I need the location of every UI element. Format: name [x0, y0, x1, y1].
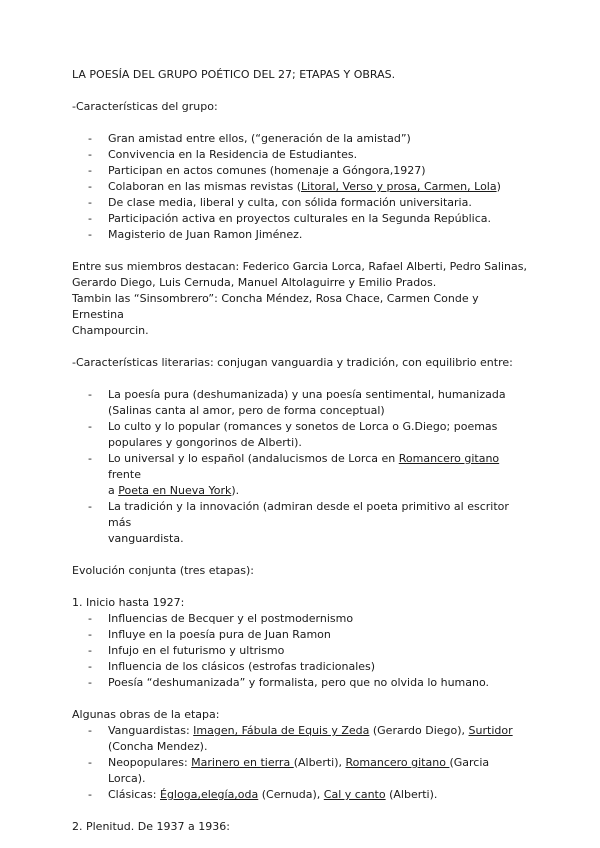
list-item: - Influencia de los clásicos (estrofas tradicionales) — [72, 659, 528, 675]
work-title: Romancero gitano — [398, 452, 500, 465]
evolution-heading: Evolución conjunta (tres etapas): — [72, 564, 254, 577]
list-item: - Gran amistad entre ellos, (“generación de la amistad”) — [72, 131, 528, 147]
list-item-text: Neopopulares: — [108, 756, 192, 769]
list-item — [72, 179, 528, 195]
work-title: Surtidor — [468, 724, 513, 737]
list-item — [72, 419, 528, 451]
list-item-text: Lo culto y lo popular (romances y sonetos de Lorca o G.Diego; poemas — [108, 420, 498, 433]
members-paragraph — [72, 259, 528, 339]
list-item: - Influye en la poesía pura de Juan Ramon — [72, 627, 528, 643]
list-item — [72, 755, 528, 787]
list-item-text: frente — [108, 468, 141, 481]
list-item-text: Lo universal y lo español (andalucismos de Lorca en — [108, 452, 399, 465]
stage1-list — [72, 611, 528, 691]
list-item-text: (Gerardo Diego), — [369, 724, 469, 737]
work-title: Marinero en tierra — [191, 756, 294, 769]
list-item-text: a — [108, 484, 119, 497]
list-item-text: (Concha Mendez). — [108, 740, 208, 753]
list-item: - Magisterio de Juan Ramon Jiménez. — [72, 227, 528, 243]
group-characteristics-heading: -Características del grupo: — [72, 100, 218, 113]
stage2-heading: 2. Plenitud. De 1937 a 1936: — [72, 820, 230, 833]
list-item-text: vanguardista. — [108, 532, 184, 545]
list-item-text: Vanguardistas: — [108, 724, 194, 737]
members-line: Champourcin. — [72, 324, 149, 337]
list-item — [72, 499, 528, 547]
list-item: - Convivencia en la Residencia de Estudiantes. — [72, 147, 528, 163]
list-item: - Participación activa en proyectos culturales en la Segunda República. — [72, 211, 528, 227]
list-item — [72, 723, 528, 755]
list-item-text: (Alberti), — [293, 756, 346, 769]
list-item: - Infujo en el futurismo y ultrismo — [72, 643, 528, 659]
work-title: Égloga,elegía,oda — [160, 788, 259, 801]
work-title: Romancero gitano — [345, 756, 450, 769]
literary-characteristics-heading: -Características literarias: conjugan vanguardia y tradición, con equilibrio entre: — [72, 356, 513, 369]
list-item: - Participan en actos comunes (homenaje a Góngora,1927) — [72, 163, 528, 179]
document-title: LA POESÍA DEL GRUPO POÉTICO DEL 27; ETAPAS Y OBRAS. — [72, 68, 396, 81]
list-item-text: (Alberti). — [385, 788, 438, 801]
members-line: Entre sus miembros destacan: Federico Garcia Lorca, Rafael Alberti, Pedro Salinas, — [72, 260, 527, 273]
list-item-text: (Salinas canta al amor, pero de forma conceptual) — [108, 404, 385, 417]
members-line: Gerardo Diego, Luis Cernuda, Manuel Altolaguirre y Emilio Prados. — [72, 276, 437, 289]
list-item — [72, 387, 528, 419]
list-item: - De clase media, liberal y culta, con sólida formación universitaria. — [72, 195, 528, 211]
group-characteristics-list — [72, 131, 528, 243]
list-item: - Poesía “deshumanizada” y formalista, pero que no olvida lo humano. — [72, 675, 528, 691]
work-title: Poeta en Nueva York — [118, 484, 232, 497]
list-item-text: La poesía pura (deshumanizada) y una poesía sentimental, humanizada — [108, 388, 506, 401]
list-item-text: La tradición y la innovación (admiran desde el poeta primitivo al escritor más — [108, 500, 509, 529]
members-line: Tambin las “Sinsombrero”: Concha Méndez, Rosa Chace, Carmen Conde y Ernestina — [72, 292, 479, 321]
list-item-text: (Garcia Lorca). — [108, 756, 490, 785]
list-item-text: ). — [231, 484, 240, 497]
list-item: - Influencias de Becquer y el postmodernismo — [72, 611, 528, 627]
literary-characteristics-list — [72, 387, 528, 547]
list-item-text: Colaboran en las mismas revistas ( — [108, 180, 302, 193]
list-item — [72, 451, 528, 499]
works-heading: Algunas obras de la etapa: — [72, 708, 220, 721]
stage1-heading: 1. Inicio hasta 1927: — [72, 596, 185, 609]
list-item — [72, 787, 528, 803]
list-item-text: (Cernuda), — [258, 788, 324, 801]
list-item-text: Clásicas: — [108, 788, 160, 801]
works-list — [72, 723, 528, 803]
magazines-underlined: Litoral, Verso y prosa, Carmen, Lola — [301, 180, 497, 193]
work-title: Cal y canto — [323, 788, 386, 801]
list-item-text: ) — [496, 180, 501, 193]
work-title: Imagen, Fábula de Equis y Zeda — [193, 724, 370, 737]
list-item-text: populares y gongorinos de Alberti). — [108, 436, 302, 449]
